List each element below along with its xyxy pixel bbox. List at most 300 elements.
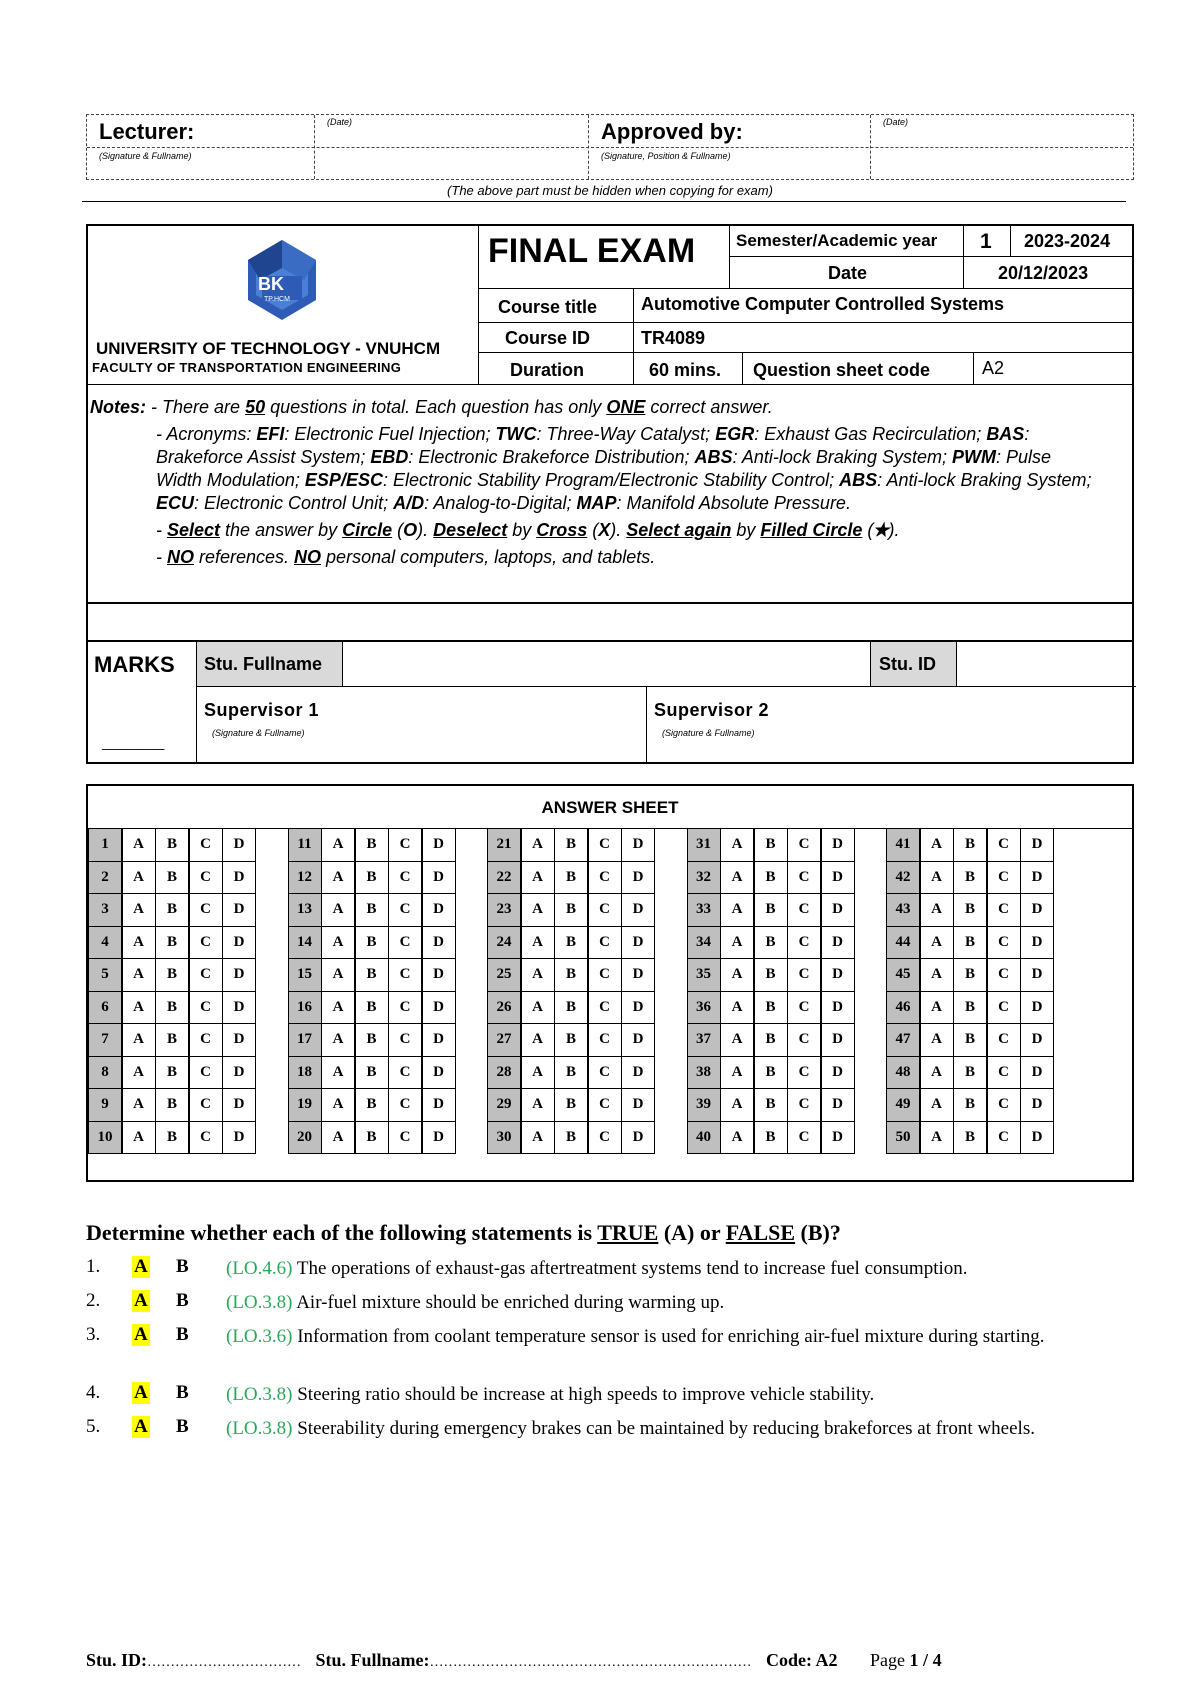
footer-id-label: Stu. ID: <box>86 1650 148 1670</box>
answer-option-11-b[interactable]: B <box>355 828 389 862</box>
answer-option-21-c[interactable]: C <box>588 828 622 862</box>
question-number: 2. <box>86 1290 101 1311</box>
answer-option-24-b[interactable]: B <box>554 926 588 960</box>
answer-option-49-b[interactable]: B <box>953 1088 987 1122</box>
question-number-36: 36 <box>687 991 721 1025</box>
answer-option-44-b[interactable]: B <box>953 926 987 960</box>
question-text: (LO.4.6) The operations of exhaust-gas aftertreatment systems tend to increase fuel consumption. <box>226 1258 968 1279</box>
answer-option-3-c[interactable]: C <box>189 893 223 927</box>
answer-option-25-a[interactable]: A <box>521 958 555 992</box>
university-name: UNIVERSITY OF TECHNOLOGY - VNUHCM <box>96 339 441 358</box>
answer-option-11-c[interactable]: C <box>388 828 422 862</box>
footer-code-value: A2 <box>815 1650 838 1670</box>
answer-option-16-c[interactable]: C <box>388 991 422 1025</box>
answer-option-31-b[interactable]: B <box>754 828 788 862</box>
answer-option-35-d[interactable]: D <box>821 958 855 992</box>
duration-label: Duration <box>510 360 584 380</box>
date-label: Date <box>828 263 868 283</box>
answer-option-34-d[interactable]: D <box>821 926 855 960</box>
option-b[interactable]: B <box>176 1256 189 1277</box>
answer-option-15-d[interactable]: D <box>422 958 456 992</box>
answer-option-4-b[interactable]: B <box>155 926 189 960</box>
answer-option-26-b[interactable]: B <box>554 991 588 1025</box>
answer-option-7-c[interactable]: C <box>189 1023 223 1057</box>
answer-option-7-d[interactable]: D <box>222 1023 256 1057</box>
answer-option-32-c[interactable]: C <box>787 861 821 895</box>
question-number-48: 48 <box>886 1056 920 1090</box>
answer-option-41-d[interactable]: D <box>1020 828 1054 862</box>
answer-option-28-b[interactable]: B <box>554 1056 588 1090</box>
option-a[interactable]: A <box>134 1416 148 1437</box>
answer-option-9-d[interactable]: D <box>222 1088 256 1122</box>
answer-option-34-b[interactable]: B <box>754 926 788 960</box>
answer-option-21-a[interactable]: A <box>521 828 555 862</box>
answer-option-3-d[interactable]: D <box>222 893 256 927</box>
answer-option-40-a[interactable]: A <box>720 1121 754 1155</box>
question-number-3: 3 <box>88 893 122 927</box>
qsc-label: Question sheet code <box>753 360 931 380</box>
answer-option-32-d[interactable]: D <box>821 861 855 895</box>
answer-option-32-b[interactable]: B <box>754 861 788 895</box>
answer-option-7-b[interactable]: B <box>155 1023 189 1057</box>
score-blank: ________ <box>102 734 165 750</box>
question-number-7: 7 <box>88 1023 122 1057</box>
answer-option-12-a[interactable]: A <box>321 861 355 895</box>
question-number-40: 40 <box>687 1121 721 1155</box>
answer-option-48-c[interactable]: C <box>987 1056 1021 1090</box>
answer-option-5-a[interactable]: A <box>122 958 156 992</box>
answer-option-1-c[interactable]: C <box>189 828 223 862</box>
answer-option-40-d[interactable]: D <box>821 1121 855 1155</box>
answer-option-17-b[interactable]: B <box>355 1023 389 1057</box>
answer-option-39-b[interactable]: B <box>754 1088 788 1122</box>
lecturer-date: (Date) <box>327 117 353 127</box>
question-number-43: 43 <box>886 893 920 927</box>
question-number-42: 42 <box>886 861 920 895</box>
answer-option-33-a[interactable]: A <box>720 893 754 927</box>
answer-option-48-a[interactable]: A <box>920 1056 954 1090</box>
question-number-45: 45 <box>886 958 920 992</box>
answer-option-16-d[interactable]: D <box>422 991 456 1025</box>
question-number: 4. <box>86 1382 101 1403</box>
answer-option-41-c[interactable]: C <box>987 828 1021 862</box>
answer-option-9-c[interactable]: C <box>189 1088 223 1122</box>
question-number-4: 4 <box>88 926 122 960</box>
answer-option-35-a[interactable]: A <box>720 958 754 992</box>
answer-option-6-c[interactable]: C <box>189 991 223 1025</box>
answer-option-5-c[interactable]: C <box>189 958 223 992</box>
answer-option-17-d[interactable]: D <box>422 1023 456 1057</box>
answer-option-45-c[interactable]: C <box>987 958 1021 992</box>
id-field[interactable] <box>958 644 1130 684</box>
footer-page-sep: / <box>918 1650 933 1670</box>
answer-option-49-c[interactable]: C <box>987 1088 1021 1122</box>
answer-option-9-b[interactable]: B <box>155 1088 189 1122</box>
approver-date: (Date) <box>883 117 909 127</box>
question-number-15: 15 <box>288 958 322 992</box>
answer-option-8-c[interactable]: C <box>189 1056 223 1090</box>
question-number-6: 6 <box>88 991 122 1025</box>
answer-option-46-c[interactable]: C <box>987 991 1021 1025</box>
answer-option-21-d[interactable]: D <box>621 828 655 862</box>
answer-option-19-b[interactable]: B <box>355 1088 389 1122</box>
answer-option-46-d[interactable]: D <box>1020 991 1054 1025</box>
answer-option-33-c[interactable]: C <box>787 893 821 927</box>
answer-option-15-a[interactable]: A <box>321 958 355 992</box>
answer-option-43-d[interactable]: D <box>1020 893 1054 927</box>
acronym-key: PWM <box>951 447 996 467</box>
answer-option-2-a[interactable]: A <box>122 861 156 895</box>
answer-option-15-c[interactable]: C <box>388 958 422 992</box>
question-number-22: 22 <box>487 861 521 895</box>
date-value: 20/12/2023 <box>998 263 1089 283</box>
questions-intro: Determine whether each of the following statements is TRUE (A) or FALSE (B)? <box>86 1220 841 1245</box>
answer-option-27-d[interactable]: D <box>621 1023 655 1057</box>
faculty-name: FACULTY OF TRANSPORTATION ENGINEERING <box>92 360 402 375</box>
answer-sheet <box>86 784 1134 1182</box>
approval-box <box>86 114 1134 180</box>
answer-option-22-a[interactable]: A <box>521 861 555 895</box>
id-label: Stu. ID <box>879 654 936 674</box>
answer-option-41-a[interactable]: A <box>920 828 954 862</box>
answer-option-21-b[interactable]: B <box>554 828 588 862</box>
course-id-label: Course ID <box>505 328 591 348</box>
question-number-10: 10 <box>88 1121 122 1155</box>
answer-option-28-d[interactable]: D <box>621 1056 655 1090</box>
answer-option-38-b[interactable]: B <box>754 1056 788 1090</box>
answer-option-28-a[interactable]: A <box>521 1056 555 1090</box>
answer-option-18-b[interactable]: B <box>355 1056 389 1090</box>
answer-option-50-a[interactable]: A <box>920 1121 954 1155</box>
answer-option-2-b[interactable]: B <box>155 861 189 895</box>
answer-option-6-d[interactable]: D <box>222 991 256 1025</box>
answer-option-23-b[interactable]: B <box>554 893 588 927</box>
answer-option-27-c[interactable]: C <box>588 1023 622 1057</box>
answer-option-13-a[interactable]: A <box>321 893 355 927</box>
notes-line-1: Notes: - There are 50 questions in total. Each question has only ONE correct answer. <box>90 397 773 417</box>
course-title-label: Course title <box>498 297 598 317</box>
answer-option-37-a[interactable]: A <box>720 1023 754 1057</box>
answer-option-45-b[interactable]: B <box>953 958 987 992</box>
answer-option-10-a[interactable]: A <box>122 1121 156 1155</box>
answer-option-40-b[interactable]: B <box>754 1121 788 1155</box>
answer-option-18-d[interactable]: D <box>422 1056 456 1090</box>
answer-option-1-b[interactable]: B <box>155 828 189 862</box>
question-text: (LO.3.6) Information from coolant temperature sensor is used for enriching air-fuel mixture during starting. <box>226 1326 1045 1347</box>
answer-option-8-d[interactable]: D <box>222 1056 256 1090</box>
fullname-field[interactable] <box>344 644 868 684</box>
footer-page-label: Page <box>870 1650 906 1670</box>
answer-option-47-b[interactable]: B <box>953 1023 987 1057</box>
answer-option-2-d[interactable]: D <box>222 861 256 895</box>
answer-option-38-c[interactable]: C <box>787 1056 821 1090</box>
answer-option-7-a[interactable]: A <box>122 1023 156 1057</box>
answer-option-17-a[interactable]: A <box>321 1023 355 1057</box>
qsc-value: A2 <box>982 358 1005 378</box>
footer-page-total: 4 <box>932 1650 942 1670</box>
answer-option-1-d[interactable]: D <box>222 828 256 862</box>
supervisor-1-label: Supervisor 1 <box>204 700 320 720</box>
answer-option-42-d[interactable]: D <box>1020 861 1054 895</box>
question-number-14: 14 <box>288 926 322 960</box>
answer-option-16-a[interactable]: A <box>321 991 355 1025</box>
answer-option-29-a[interactable]: A <box>521 1088 555 1122</box>
answer-option-45-d[interactable]: D <box>1020 958 1054 992</box>
acronym-key: ESP/ESC <box>304 470 383 490</box>
answer-option-17-c[interactable]: C <box>388 1023 422 1057</box>
answer-option-23-c[interactable]: C <box>588 893 622 927</box>
answer-option-13-d[interactable]: D <box>422 893 456 927</box>
answer-option-42-b[interactable]: B <box>953 861 987 895</box>
answer-option-11-d[interactable]: D <box>422 828 456 862</box>
answer-option-29-d[interactable]: D <box>621 1088 655 1122</box>
answer-option-20-b[interactable]: B <box>355 1121 389 1155</box>
notes-select-line: - Select the answer by Circle (O). Deselect by Cross (X). Select again by Filled Circle (✭). <box>156 520 900 540</box>
answer-option-31-a[interactable]: A <box>720 828 754 862</box>
answer-option-37-d[interactable]: D <box>821 1023 855 1057</box>
question-number-29: 29 <box>487 1088 521 1122</box>
answer-option-33-d[interactable]: D <box>821 893 855 927</box>
answer-option-45-a[interactable]: A <box>920 958 954 992</box>
learning-outcome: (LO.3.8) <box>226 1384 293 1405</box>
answer-option-23-a[interactable]: A <box>521 893 555 927</box>
question-number-37: 37 <box>687 1023 721 1057</box>
option-a[interactable]: A <box>134 1324 148 1345</box>
answer-option-31-d[interactable]: D <box>821 828 855 862</box>
answer-option-33-b[interactable]: B <box>754 893 788 927</box>
answer-option-8-b[interactable]: B <box>155 1056 189 1090</box>
option-a[interactable]: A <box>134 1256 148 1277</box>
answer-option-9-a[interactable]: A <box>122 1088 156 1122</box>
answer-option-30-d[interactable]: D <box>621 1121 655 1155</box>
answer-option-42-a[interactable]: A <box>920 861 954 895</box>
answer-option-31-c[interactable]: C <box>787 828 821 862</box>
answer-option-1-a[interactable]: A <box>122 828 156 862</box>
answer-option-5-d[interactable]: D <box>222 958 256 992</box>
question-number-1: 1 <box>88 828 122 862</box>
question-number-19: 19 <box>288 1088 322 1122</box>
question-number: 1. <box>86 1256 101 1277</box>
answer-option-48-d[interactable]: D <box>1020 1056 1054 1090</box>
answer-option-50-b[interactable]: B <box>953 1121 987 1155</box>
option-a[interactable]: A <box>134 1290 148 1311</box>
option-a[interactable]: A <box>134 1382 148 1403</box>
answer-option-22-b[interactable]: B <box>554 861 588 895</box>
answer-option-24-c[interactable]: C <box>588 926 622 960</box>
answer-option-25-c[interactable]: C <box>588 958 622 992</box>
answer-option-25-d[interactable]: D <box>621 958 655 992</box>
learning-outcome: (LO.3.8) <box>226 1418 293 1439</box>
answer-option-43-b[interactable]: B <box>953 893 987 927</box>
answer-option-20-c[interactable]: C <box>388 1121 422 1155</box>
answer-option-12-d[interactable]: D <box>422 861 456 895</box>
answer-option-15-b[interactable]: B <box>355 958 389 992</box>
option-b[interactable]: B <box>176 1416 189 1437</box>
answer-option-39-c[interactable]: C <box>787 1088 821 1122</box>
answer-option-19-d[interactable]: D <box>422 1088 456 1122</box>
answer-option-37-c[interactable]: C <box>787 1023 821 1057</box>
answer-option-12-c[interactable]: C <box>388 861 422 895</box>
answer-option-5-b[interactable]: B <box>155 958 189 992</box>
question-number-32: 32 <box>687 861 721 895</box>
answer-option-8-a[interactable]: A <box>122 1056 156 1090</box>
answer-option-44-d[interactable]: D <box>1020 926 1054 960</box>
answer-option-16-b[interactable]: B <box>355 991 389 1025</box>
answer-option-4-c[interactable]: C <box>189 926 223 960</box>
approved-sub: (Signature, Position & Fullname) <box>601 151 731 161</box>
question-number-21: 21 <box>487 828 521 862</box>
answer-option-42-c[interactable]: C <box>987 861 1021 895</box>
answer-option-29-c[interactable]: C <box>588 1088 622 1122</box>
answer-option-2-c[interactable]: C <box>189 861 223 895</box>
answer-option-36-d[interactable]: D <box>821 991 855 1025</box>
answer-option-3-a[interactable]: A <box>122 893 156 927</box>
answer-option-22-d[interactable]: D <box>621 861 655 895</box>
answer-option-10-c[interactable]: C <box>189 1121 223 1155</box>
answer-option-11-a[interactable]: A <box>321 828 355 862</box>
answer-option-34-c[interactable]: C <box>787 926 821 960</box>
answer-option-27-a[interactable]: A <box>521 1023 555 1057</box>
answer-option-30-c[interactable]: C <box>588 1121 622 1155</box>
year-value: 2023-2024 <box>1024 231 1111 251</box>
answer-option-4-a[interactable]: A <box>122 926 156 960</box>
answer-option-30-a[interactable]: A <box>521 1121 555 1155</box>
footer-name-dots: …………………………………………………………… <box>429 1655 752 1670</box>
answer-option-6-b[interactable]: B <box>155 991 189 1025</box>
question-number-25: 25 <box>487 958 521 992</box>
answer-option-26-c[interactable]: C <box>588 991 622 1025</box>
answer-option-25-b[interactable]: B <box>554 958 588 992</box>
option-b[interactable]: B <box>176 1382 189 1403</box>
answer-option-46-b[interactable]: B <box>953 991 987 1025</box>
logo-text: BK <box>258 274 284 294</box>
divider <box>82 201 1126 202</box>
acronym-key: ABS <box>694 447 733 467</box>
acronym-key: MAP <box>576 493 617 513</box>
answer-option-18-a[interactable]: A <box>321 1056 355 1090</box>
answer-option-34-a[interactable]: A <box>720 926 754 960</box>
answer-option-36-c[interactable]: C <box>787 991 821 1025</box>
footer-code-label: Code: <box>766 1650 813 1670</box>
answer-option-38-d[interactable]: D <box>821 1056 855 1090</box>
answer-option-13-c[interactable]: C <box>388 893 422 927</box>
answer-option-18-c[interactable]: C <box>388 1056 422 1090</box>
answer-option-47-c[interactable]: C <box>987 1023 1021 1057</box>
answer-option-46-a[interactable]: A <box>920 991 954 1025</box>
acronym-key: EBD <box>370 447 409 467</box>
answer-option-49-a[interactable]: A <box>920 1088 954 1122</box>
course-title-value: Automotive Computer Controlled Systems <box>641 294 1005 314</box>
question-number-20: 20 <box>288 1121 322 1155</box>
answer-option-14-b[interactable]: B <box>355 926 389 960</box>
logo-sub: TP.HCM <box>264 296 290 303</box>
footer-id-dots: …………………………… <box>147 1655 302 1670</box>
answer-option-4-d[interactable]: D <box>222 926 256 960</box>
answer-option-39-a[interactable]: A <box>720 1088 754 1122</box>
answer-option-20-d[interactable]: D <box>422 1121 456 1155</box>
answer-option-19-c[interactable]: C <box>388 1088 422 1122</box>
answer-option-3-b[interactable]: B <box>155 893 189 927</box>
answer-option-13-b[interactable]: B <box>355 893 389 927</box>
question-number: 3. <box>86 1324 101 1345</box>
answer-option-27-b[interactable]: B <box>554 1023 588 1057</box>
question-number-50: 50 <box>886 1121 920 1155</box>
answer-option-24-a[interactable]: A <box>521 926 555 960</box>
answer-option-12-b[interactable]: B <box>355 861 389 895</box>
acronym-key: EGR <box>715 424 755 444</box>
answer-option-6-a[interactable]: A <box>122 991 156 1025</box>
question-number-39: 39 <box>687 1088 721 1122</box>
answer-option-44-c[interactable]: C <box>987 926 1021 960</box>
answer-option-36-a[interactable]: A <box>720 991 754 1025</box>
course-id-value: TR4089 <box>641 328 706 348</box>
answer-option-40-c[interactable]: C <box>787 1121 821 1155</box>
answer-option-24-d[interactable]: D <box>621 926 655 960</box>
answer-option-43-a[interactable]: A <box>920 893 954 927</box>
answer-option-49-d[interactable]: D <box>1020 1088 1054 1122</box>
answer-option-35-c[interactable]: C <box>787 958 821 992</box>
question-number: 5. <box>86 1416 101 1437</box>
answer-option-10-d[interactable]: D <box>222 1121 256 1155</box>
answer-option-47-d[interactable]: D <box>1020 1023 1054 1057</box>
acronym-key: A/D <box>393 493 425 513</box>
answer-option-37-b[interactable]: B <box>754 1023 788 1057</box>
answer-option-39-d[interactable]: D <box>821 1088 855 1122</box>
answer-option-22-c[interactable]: C <box>588 861 622 895</box>
answer-option-29-b[interactable]: B <box>554 1088 588 1122</box>
answer-option-28-c[interactable]: C <box>588 1056 622 1090</box>
answer-option-48-b[interactable]: B <box>953 1056 987 1090</box>
approved-label: Approved by: <box>601 119 743 144</box>
question-number-27: 27 <box>487 1023 521 1057</box>
notes-block <box>90 396 1126 569</box>
question-number-38: 38 <box>687 1056 721 1090</box>
answer-option-50-c[interactable]: C <box>987 1121 1021 1155</box>
question-number-34: 34 <box>687 926 721 960</box>
learning-outcome: (LO.4.6) <box>226 1258 293 1279</box>
answer-option-32-a[interactable]: A <box>720 861 754 895</box>
answer-option-14-d[interactable]: D <box>422 926 456 960</box>
answer-option-23-d[interactable]: D <box>621 893 655 927</box>
answer-option-50-d[interactable]: D <box>1020 1121 1054 1155</box>
supervisor-2-label: Supervisor 2 <box>654 700 770 720</box>
answer-option-47-a[interactable]: A <box>920 1023 954 1057</box>
footer-page-current: 1 <box>909 1650 919 1670</box>
answer-option-14-a[interactable]: A <box>321 926 355 960</box>
semester-label: Semester/Academic year <box>736 231 938 250</box>
question-number-35: 35 <box>687 958 721 992</box>
exam-header-table <box>86 224 1134 604</box>
answer-option-20-a[interactable]: A <box>321 1121 355 1155</box>
answer-option-36-b[interactable]: B <box>754 991 788 1025</box>
answer-option-30-b[interactable]: B <box>554 1121 588 1155</box>
answer-option-35-b[interactable]: B <box>754 958 788 992</box>
answer-option-26-a[interactable]: A <box>521 991 555 1025</box>
option-b[interactable]: B <box>176 1290 189 1311</box>
answer-option-19-a[interactable]: A <box>321 1088 355 1122</box>
question-number-2: 2 <box>88 861 122 895</box>
answer-option-10-b[interactable]: B <box>155 1121 189 1155</box>
option-b[interactable]: B <box>176 1324 189 1345</box>
notes-acronyms: - Acronyms: EFI: Electronic Fuel Injection; TWC: Three-Way Catalyst; EGR: Exhaust Gas Recirculation; BAS: Brakeforce Assist System; EBD: Electronic Brakeforce Distribution; ABS: Anti-lock Braking System; PWM: Pulse Width Modulation; ESP/ESC: Electronic Stability Program/Electronic Stability Control; ABS: Anti-lock Braking System; ECU: Electronic Control Unit; A/D: Analog-to-Digital; MAP: Manifold Absolute Pressure. <box>156 424 1092 513</box>
question-text: (LO.3.8) Air-fuel mixture should be enriched during warming up. <box>226 1292 725 1313</box>
answer-option-38-a[interactable]: A <box>720 1056 754 1090</box>
answer-option-26-d[interactable]: D <box>621 991 655 1025</box>
answer-option-41-b[interactable]: B <box>953 828 987 862</box>
answer-option-14-c[interactable]: C <box>388 926 422 960</box>
answer-option-43-c[interactable]: C <box>987 893 1021 927</box>
answer-option-44-a[interactable]: A <box>920 926 954 960</box>
